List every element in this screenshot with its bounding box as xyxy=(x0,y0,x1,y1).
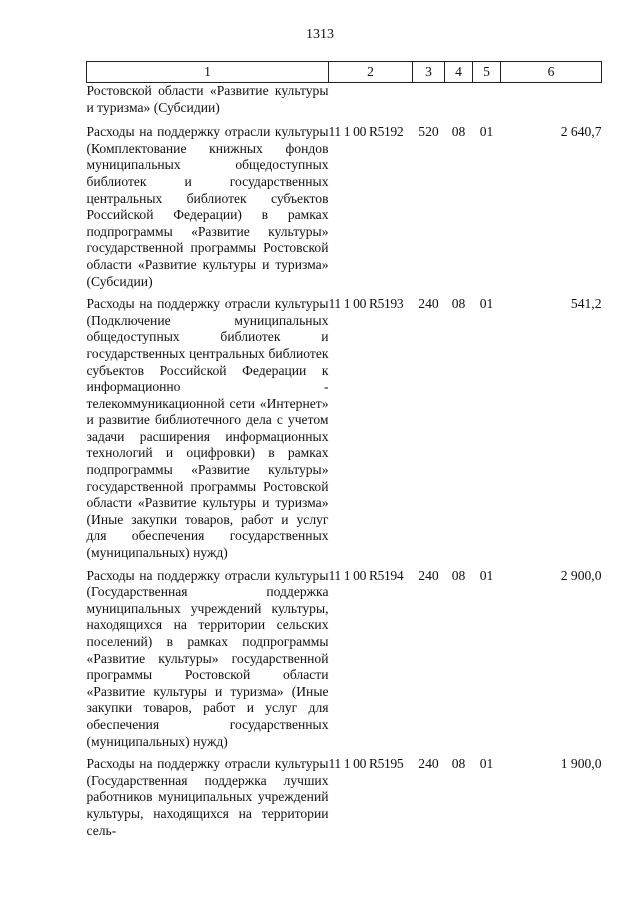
row-target-code: 11 1 00 R5192 xyxy=(328,124,404,140)
row-description: Ростовской области «Развитие культуры и туризма» (Субсидии) xyxy=(86,83,329,115)
row-target-code xyxy=(329,83,413,125)
table-row xyxy=(87,296,602,568)
table-row xyxy=(87,124,602,296)
row-section xyxy=(445,83,473,125)
row-expense-type: 240 xyxy=(418,296,439,312)
row-expense-type: 240 xyxy=(418,756,439,772)
row-expense-type: 520 xyxy=(418,124,439,140)
row-expense-type xyxy=(413,83,445,125)
row-amount: 2 640,7 xyxy=(560,124,602,140)
row-amount: 541,2 xyxy=(570,296,602,312)
row-description: Расходы на поддержку отрасли культуры (Государственная поддержка лучших работников муниципальных учреждений культуры, находящихся на территории сель- xyxy=(86,756,329,838)
column-header: 6 xyxy=(501,62,602,83)
row-section: 08 xyxy=(451,567,466,583)
row-section: 08 xyxy=(451,124,466,140)
row-target-code: 11 1 00 R5193 xyxy=(328,296,404,312)
row-subsection: 01 xyxy=(479,567,494,583)
row-subsection: 01 xyxy=(479,296,494,312)
row-section: 08 xyxy=(451,756,466,772)
row-section: 08 xyxy=(451,296,466,312)
column-header: 3 xyxy=(413,62,445,83)
column-header: 2 xyxy=(329,62,413,83)
row-target-code: 11 1 00 R5195 xyxy=(328,756,404,772)
row-subsection: 01 xyxy=(479,124,494,140)
budget-table xyxy=(86,61,602,845)
row-expense-type: 240 xyxy=(418,567,439,583)
page-number: 1313 xyxy=(306,27,334,42)
row-description: Расходы на поддержку отрасли культуры (Комплектование книжных фондов муниципальных общедоступных библиотек и государственных центральных библиотек субъектов Российской Федерации) в рамках подпрограммы «Развитие культуры» государственной программы Ростовской области «Развитие культуры и туризма» (Субсидии) xyxy=(86,124,329,289)
row-target-code: 11 1 00 R5194 xyxy=(328,567,404,583)
column-header: 4 xyxy=(445,62,473,83)
row-amount: 1 900,0 xyxy=(560,756,602,772)
row-amount: 2 900,0 xyxy=(560,567,602,583)
row-description: Расходы на поддержку отрасли культуры (Государственная поддержка муниципальных учреждений культуры, находящихся на территории сельских поселений) в рамках подпрограммы «Развитие культуры» государственной программы Ростовской области «Развитие культуры и туризма» (Иные закупки товаров, работ и услуг для обеспечения государственных (муниципальных) нужд) xyxy=(86,567,329,749)
row-subsection: 01 xyxy=(479,756,494,772)
table-header-row xyxy=(87,62,602,83)
table-row xyxy=(87,568,602,757)
table-row xyxy=(87,756,602,845)
table-row xyxy=(87,83,602,125)
row-amount xyxy=(501,83,602,125)
column-header: 5 xyxy=(473,62,501,83)
row-description: Расходы на поддержку отрасли культуры (Подключение муниципальных общедоступных библиотек и государственных центральных библиотек субъектов Российской Федерации к информационно - телекоммуникационной сети «Интернет» и развитие библиотечного дела с учетом задачи расширения информационных технологий и оцифровки) в рамках подпрограммы «Развитие культуры» государственной программы Ростовской области «Развитие культуры и туризма» (Иные закупки товаров, работ и услуг для обеспечения государственных (муниципальных) нужд) xyxy=(86,296,329,561)
column-header: 1 xyxy=(87,62,329,83)
row-subsection xyxy=(473,83,501,125)
